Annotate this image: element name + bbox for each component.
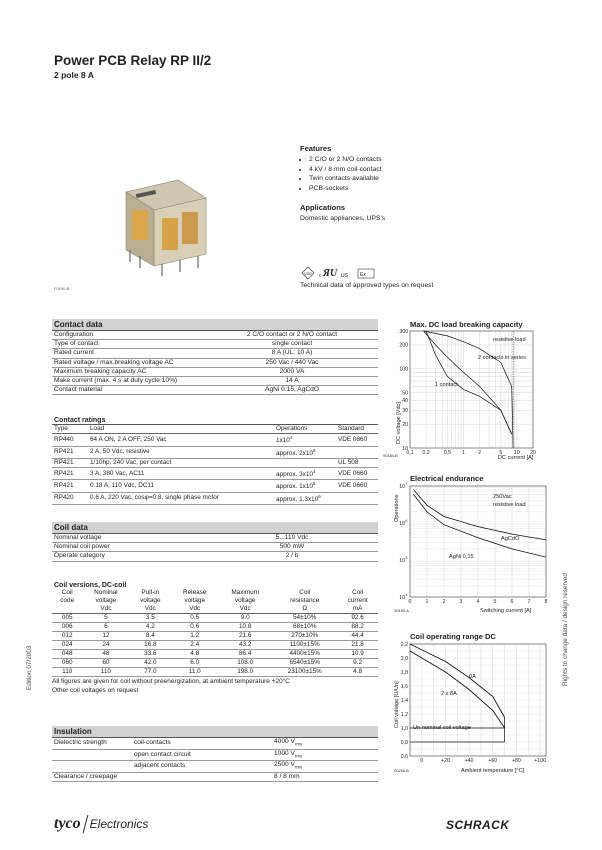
table-cell: 1/10hp, 240 Vac, per contact: [88, 458, 274, 467]
x-tick-label: 8: [544, 599, 548, 605]
table-cell: code: [60, 597, 75, 604]
chart-endurance: [383, 472, 553, 620]
table-cell: 2000 VA: [206, 367, 378, 376]
chart-coil-range: [383, 628, 553, 776]
table-cell: 5...110 Vdc: [206, 534, 378, 543]
table-cell: 4400±15%: [272, 650, 337, 659]
logo-divider: [82, 815, 88, 833]
coil-versions-heading: Coil versions, DC-coil: [54, 582, 127, 589]
coil-note: All figures are given for coil without preenergization, at ambient temperature +20°C: [52, 678, 290, 685]
chart-label: resistive load: [493, 502, 526, 508]
table-cell: 86.4: [218, 650, 272, 659]
table-cell: RP421: [52, 480, 88, 492]
y-tick-label: 50: [402, 390, 408, 397]
table-row: [52, 468, 378, 480]
voltage-value: 4000 V: [274, 738, 295, 745]
table-cell: voltage: [140, 597, 161, 604]
x-axis-label: Ambient temperature [°C]: [461, 768, 525, 774]
table-cell: 110: [52, 668, 82, 677]
x-tick-label: +80: [512, 758, 521, 764]
chart-label: Un nominal coil voltage: [413, 725, 471, 731]
voltage-value: 1000 V: [274, 749, 295, 757]
table-row: [52, 614, 378, 623]
x-tick-label: +100: [534, 758, 546, 764]
chart-code: S0206-B: [394, 769, 409, 773]
y-tick-label: 10: [399, 594, 405, 601]
table-cell: [274, 480, 336, 492]
table-cell: open contact circuit: [132, 749, 272, 761]
table-cell: 2 / b: [206, 552, 378, 561]
photo-caption: F0190-B: [54, 286, 70, 291]
table-row: [52, 331, 378, 340]
table-row: [52, 358, 378, 367]
table-cell: Nominal: [94, 589, 118, 596]
ul-us-text: US: [341, 273, 348, 279]
table-header-row: [52, 605, 378, 614]
x-tick-label: 5: [499, 450, 503, 456]
x-tick-label: 1: [462, 450, 465, 456]
operations-value: approx. 1.3x10: [276, 495, 319, 503]
applications-heading: Applications: [300, 203, 346, 212]
table-cell: Vdc: [171, 605, 218, 614]
features-section: [300, 144, 500, 193]
table-cell: 23100±15%: [272, 668, 337, 677]
table-cell: 92.6: [337, 614, 378, 623]
table-cell: Pull-in: [141, 589, 160, 596]
chart-title: Electrical endurance: [410, 474, 484, 483]
contact-ratings-table: [52, 425, 378, 505]
table-cell: UL 508: [336, 458, 378, 467]
table-cell: 48: [82, 650, 129, 659]
chart-label: resistive load: [493, 337, 526, 343]
table-cell: RP421: [52, 446, 88, 458]
table-cell: 110: [82, 668, 129, 677]
chart-label: AgCdO: [501, 536, 520, 542]
table-cell: 24: [82, 641, 129, 650]
table-cell: 250 Vac / 440 Vac: [206, 358, 378, 367]
table-cell: 0.6 A, 220 Vac, cosφ=0.8, single phase motor: [88, 492, 274, 504]
table-row: [52, 492, 378, 504]
table-row: [52, 650, 378, 659]
table-row: [52, 761, 378, 773]
x-tick-label: 7: [527, 599, 531, 605]
ex-mark-text: Ex: [360, 272, 366, 278]
x-tick-label: 2: [478, 450, 481, 456]
table-cell: AgNi 0.15, AgCdO: [206, 386, 378, 395]
x-tick-label: 0: [420, 758, 424, 764]
x-tick-label: 0: [408, 599, 412, 605]
table-cell: 1100±15%: [272, 641, 337, 650]
y-tick-label: 1,8: [400, 669, 408, 676]
table-row: [52, 632, 378, 641]
feature-item: • 4 kV / 8 mm coil-contact: [309, 165, 500, 175]
voltage-unit: rms: [294, 752, 303, 758]
table-cell: [274, 458, 336, 467]
table-cell: 270±10%: [272, 632, 337, 641]
table-cell: [272, 761, 378, 773]
operations-exponent: 4: [289, 435, 293, 441]
table-cell: 9.0: [218, 614, 272, 623]
edition-text: Edition 07/2003: [26, 645, 33, 690]
feature-item: • PCB-sockets: [309, 184, 500, 194]
coil-data-heading: Coil data: [52, 522, 378, 534]
table-cell: 43.2: [218, 641, 272, 650]
table-cell: [274, 492, 336, 504]
y-axis-label: Coil voltage [U/Un]: [394, 681, 400, 728]
chart-title: Max. DC load breaking capacity: [410, 320, 523, 329]
x-tick-label: 20: [530, 450, 536, 456]
contact-data-heading: Contact data: [52, 319, 378, 331]
x-tick-label: 6: [510, 599, 514, 605]
y-tick-label: 200: [399, 342, 408, 349]
x-tick-label: +60: [488, 758, 498, 764]
operations-exponent: 4: [312, 469, 316, 475]
table-cell: [272, 749, 378, 761]
chart-label: AgNi 0,15: [449, 554, 474, 560]
table-cell: VDE 0660: [336, 468, 378, 480]
y-tick-label: 10: [399, 483, 405, 490]
table-cell: [336, 446, 378, 458]
chart-label: 1 contact: [435, 382, 458, 388]
feature-item: • Twin contacts available: [309, 174, 500, 184]
operations-value: 1x10: [276, 437, 290, 445]
chart-dc-load: [383, 318, 553, 468]
x-tick-label: 1: [425, 599, 429, 605]
table-cell: Type: [52, 425, 88, 434]
operations-value: approx. 2x10: [276, 449, 313, 457]
table-cell: 16.8: [129, 641, 171, 650]
table-cell: Coil: [299, 589, 311, 596]
table-cell: 2 A, 50 Vdc, resistive: [88, 446, 274, 458]
chart-label: 2 contacts in series: [478, 355, 526, 361]
y-tick-label: 1,6: [400, 683, 408, 690]
table-row: [52, 367, 378, 376]
table-row: [52, 377, 378, 386]
table-cell: Vdc: [129, 605, 171, 614]
voltage-unit: rms: [294, 764, 303, 770]
table-cell: Coil: [352, 589, 364, 596]
table-cell: 2.4: [171, 641, 218, 650]
y-tick-label: 1,2: [400, 711, 408, 718]
table-row: [52, 458, 378, 467]
x-tick-label: +20: [441, 758, 450, 764]
chart-label: 250Vac: [493, 494, 512, 500]
coil-versions-table: [52, 589, 378, 677]
table-row: [52, 772, 378, 781]
table-cell: Rated voltage / max.breaking voltage AC: [52, 358, 206, 367]
table-cell: 4.2: [129, 623, 171, 632]
contact-data-table: [52, 331, 378, 395]
table-cell: 0.18 A, 110 Vdc, DC11: [88, 480, 274, 492]
table-row: [52, 534, 378, 543]
insulation-table: [52, 738, 378, 782]
table-cell: Configuration: [52, 331, 206, 340]
table-cell: 33.6: [129, 650, 171, 659]
table-cell: Vdc: [218, 605, 272, 614]
feature-item: • 2 C/O or 2 N/O contacts: [309, 155, 500, 165]
table-row: [52, 668, 378, 677]
page-title: Power PCB Relay RP II/2: [54, 53, 212, 68]
table-cell: 6: [82, 623, 129, 632]
table-cell: single contact: [206, 340, 378, 349]
table-cell: 88.2: [337, 623, 378, 632]
table-cell: 8 / 8 mm: [272, 772, 378, 781]
y-axis-label: Operations: [394, 494, 400, 522]
table-cell: Maximum: [231, 589, 260, 596]
y-tick-label: 100: [399, 366, 408, 373]
y-tick-label: 1,4: [400, 697, 408, 704]
table-row: [52, 349, 378, 358]
table-cell: Release: [182, 589, 207, 596]
table-cell: [274, 434, 336, 446]
table-cell: [274, 468, 336, 480]
y-tick-label: 300: [399, 328, 408, 335]
table-cell: 10.8: [218, 623, 272, 632]
chart-title: Coil operating range DC: [410, 632, 496, 641]
x-tick-label: 0,1: [406, 450, 414, 456]
x-tick-label: 10: [514, 450, 520, 456]
table-row: [52, 480, 378, 492]
table-cell: 77.0: [129, 668, 171, 677]
table-cell: voltage: [234, 597, 256, 604]
y-tick-label: 1,0: [400, 725, 408, 732]
table-cell: 3 A, 380 Vac, AC11: [88, 468, 274, 480]
table-cell: 21.8: [337, 641, 378, 650]
operations-value: approx. 1x10: [276, 483, 313, 491]
table-header-row: [52, 597, 378, 605]
table-header-row: [52, 425, 378, 434]
voltage-value: 2500 V: [274, 761, 295, 769]
operations-exponent: 6: [318, 493, 321, 499]
table-cell: 3.5: [129, 614, 171, 623]
x-tick-label: 5: [493, 599, 497, 605]
table-cell: 005: [52, 614, 82, 623]
table-cell: coil-contacts: [132, 738, 272, 749]
table-cell: 44.4: [337, 632, 378, 641]
table-cell: 68±10%: [272, 623, 337, 632]
table-cell: VDE 0860: [336, 434, 378, 446]
table-cell: Load: [88, 425, 274, 434]
table-cell: [336, 492, 378, 504]
coil-data-table: [52, 534, 378, 562]
table-cell: Rated current: [52, 349, 206, 358]
table-cell: resistance: [290, 597, 320, 604]
coil-data-section: [52, 522, 378, 562]
y-tick-label: 2,2: [400, 641, 408, 648]
table-row: [52, 641, 378, 650]
chart-label: 0A: [469, 674, 476, 680]
operations-exponent: 5: [312, 481, 316, 487]
x-tick-label: 0,5: [443, 450, 451, 456]
x-tick-label: 4: [476, 599, 480, 605]
table-cell: 64 A ON, 2 A OFF, 250 Vac: [88, 434, 274, 446]
coil-versions-section: [52, 582, 378, 695]
operations-exponent: 5: [312, 447, 316, 453]
table-row: [52, 386, 378, 395]
y-tick-exponent: 5: [405, 556, 408, 561]
table-cell: Nominal voltage: [52, 534, 206, 543]
voltage-unit: rms: [294, 741, 303, 747]
relay-photo: [118, 170, 210, 280]
table-cell: 006: [52, 623, 82, 632]
series-line-1: [413, 494, 546, 557]
table-cell: 9.2: [337, 659, 378, 668]
y-tick-label: 10: [399, 557, 405, 564]
table-cell: 500 mW: [206, 543, 378, 552]
table-cell: 060: [52, 659, 82, 668]
table-cell: current: [347, 597, 368, 604]
table-row: [52, 446, 378, 458]
y-tick-exponent: 4: [405, 593, 408, 598]
x-axis-label: DC current [A]: [498, 455, 534, 461]
table-row: [52, 749, 378, 761]
table-cell: Dielectric strength: [52, 738, 132, 749]
table-cell: 012: [52, 632, 82, 641]
table-cell: 60: [82, 659, 129, 668]
y-tick-label: 30: [402, 408, 408, 415]
approval-marks: [300, 266, 390, 280]
x-tick-label: 2: [442, 599, 446, 605]
table-cell: 108.0: [218, 659, 272, 668]
table-cell: 8 A (UL: 10 A): [206, 349, 378, 358]
table-cell: 048: [52, 650, 82, 659]
table-cell: 21.6: [218, 632, 272, 641]
table-cell: Clearance / creepage: [52, 772, 272, 781]
ul-logo-icon: ЯU: [323, 268, 338, 279]
chart-code: S0184-B: [383, 454, 398, 458]
y-tick-label: 0,6: [400, 753, 408, 760]
chart-label: 2 x 8A: [441, 691, 457, 697]
tyco-brand: tyco: [54, 815, 81, 832]
table-cell: 6540±15%: [272, 659, 337, 668]
contact-data-section: [52, 319, 378, 395]
table-cell: 6.0: [171, 659, 218, 668]
operations-value: approx. 3x10: [276, 471, 313, 479]
table-cell: 0.6: [171, 623, 218, 632]
table-cell: Maximum breaking capacity AC: [52, 367, 206, 376]
table-cell: 12: [82, 632, 129, 641]
table-row: [52, 543, 378, 552]
table-cell: 2 C/O contact or 2 N/O contact: [206, 331, 378, 340]
contact-ratings-section: [52, 417, 378, 505]
contact-ratings-heading: Contact ratings: [52, 417, 378, 425]
series-line-resistive: [424, 331, 513, 448]
x-tick-label: 0,2: [422, 450, 430, 456]
table-cell: 198.0: [218, 668, 272, 677]
table-row: [52, 340, 378, 349]
table-cell: [52, 749, 132, 761]
table-cell: 4.8: [337, 668, 378, 677]
table-cell: Standard: [336, 425, 378, 434]
table-cell: 0.5: [171, 614, 218, 623]
table-cell: mA: [337, 605, 378, 614]
features-heading: Features: [300, 144, 332, 153]
table-cell: Ω: [272, 605, 337, 614]
table-cell: VDE 0660: [336, 480, 378, 492]
table-row: [52, 434, 378, 446]
x-tick-label: 3: [459, 599, 463, 605]
applications-section: [300, 203, 500, 223]
table-cell: 14 A: [206, 377, 378, 386]
x-tick-label: +40: [464, 758, 474, 764]
table-cell: [274, 446, 336, 458]
table-cell: RP421: [52, 468, 88, 480]
y-axis-label: DC voltage [Vdc]: [396, 402, 402, 444]
table-cell: Operate category: [52, 552, 206, 561]
table-cell: Coil: [61, 589, 73, 596]
approvals-text: Technical data of approved types on request: [300, 282, 434, 289]
y-tick-label: 20: [402, 421, 408, 428]
table-cell: Make current (max. 4 s at duty cycle 10%): [52, 377, 206, 386]
x-axis-label: Switching current [A]: [480, 608, 532, 614]
table-header-row: [52, 589, 378, 597]
table-row: [52, 552, 378, 561]
table-row: [52, 738, 378, 749]
ul-c-text: c: [319, 273, 322, 279]
table-cell: 1.2: [171, 632, 218, 641]
chart-code: S0193-A: [394, 609, 409, 613]
y-tick-label: 0,8: [400, 739, 408, 746]
y-tick-label: 10: [399, 520, 405, 527]
table-cell: 4.8: [171, 650, 218, 659]
table-cell: Type of contact: [52, 340, 206, 349]
table-row: [52, 623, 378, 632]
rights-text: Rights to change data / design reserved: [562, 573, 569, 686]
table-cell: RP420: [52, 492, 88, 504]
table-cell: Operations: [274, 425, 336, 434]
insulation-heading: Insulation: [52, 726, 378, 738]
table-cell: 5: [82, 614, 129, 623]
table-cell: adjacent contacts: [132, 761, 272, 773]
schrack-logo: SCHRACK: [446, 818, 510, 832]
tyco-logo: [54, 814, 148, 834]
vde-mark-text: VDE: [304, 271, 312, 276]
table-cell: RP421: [52, 458, 88, 467]
coil-note: Other coil voltages on request: [52, 687, 139, 694]
table-cell: [272, 738, 378, 749]
table-cell: [52, 761, 132, 773]
y-tick-label: 40: [402, 398, 408, 405]
table-cell: RP440: [52, 434, 88, 446]
y-tick-label: 10: [402, 445, 408, 452]
table-cell: 54±10%: [272, 614, 337, 623]
table-cell: 11.0: [171, 668, 218, 677]
table-row: [52, 659, 378, 668]
applications-text: Domestic appliances, UPS's: [300, 215, 386, 222]
table-cell: voltage: [95, 597, 117, 604]
table-cell: voltage: [184, 597, 206, 604]
table-cell: Contact material: [52, 386, 206, 395]
insulation-section: [52, 726, 378, 782]
page-subtitle: 2 pole 8 A: [54, 70, 94, 80]
y-tick-exponent: 7: [405, 482, 408, 487]
table-cell: Nominal coil power: [52, 543, 206, 552]
y-tick-label: 2,0: [400, 655, 408, 662]
y-tick-exponent: 6: [405, 519, 408, 524]
table-cell: Vdc: [82, 605, 129, 614]
table-cell: [52, 605, 82, 614]
table-cell: 42.0: [129, 659, 171, 668]
electronics-brand: Electronics: [89, 817, 149, 831]
table-cell: 024: [52, 641, 82, 650]
table-cell: 8.4: [129, 632, 171, 641]
table-cell: 10.9: [337, 650, 378, 659]
